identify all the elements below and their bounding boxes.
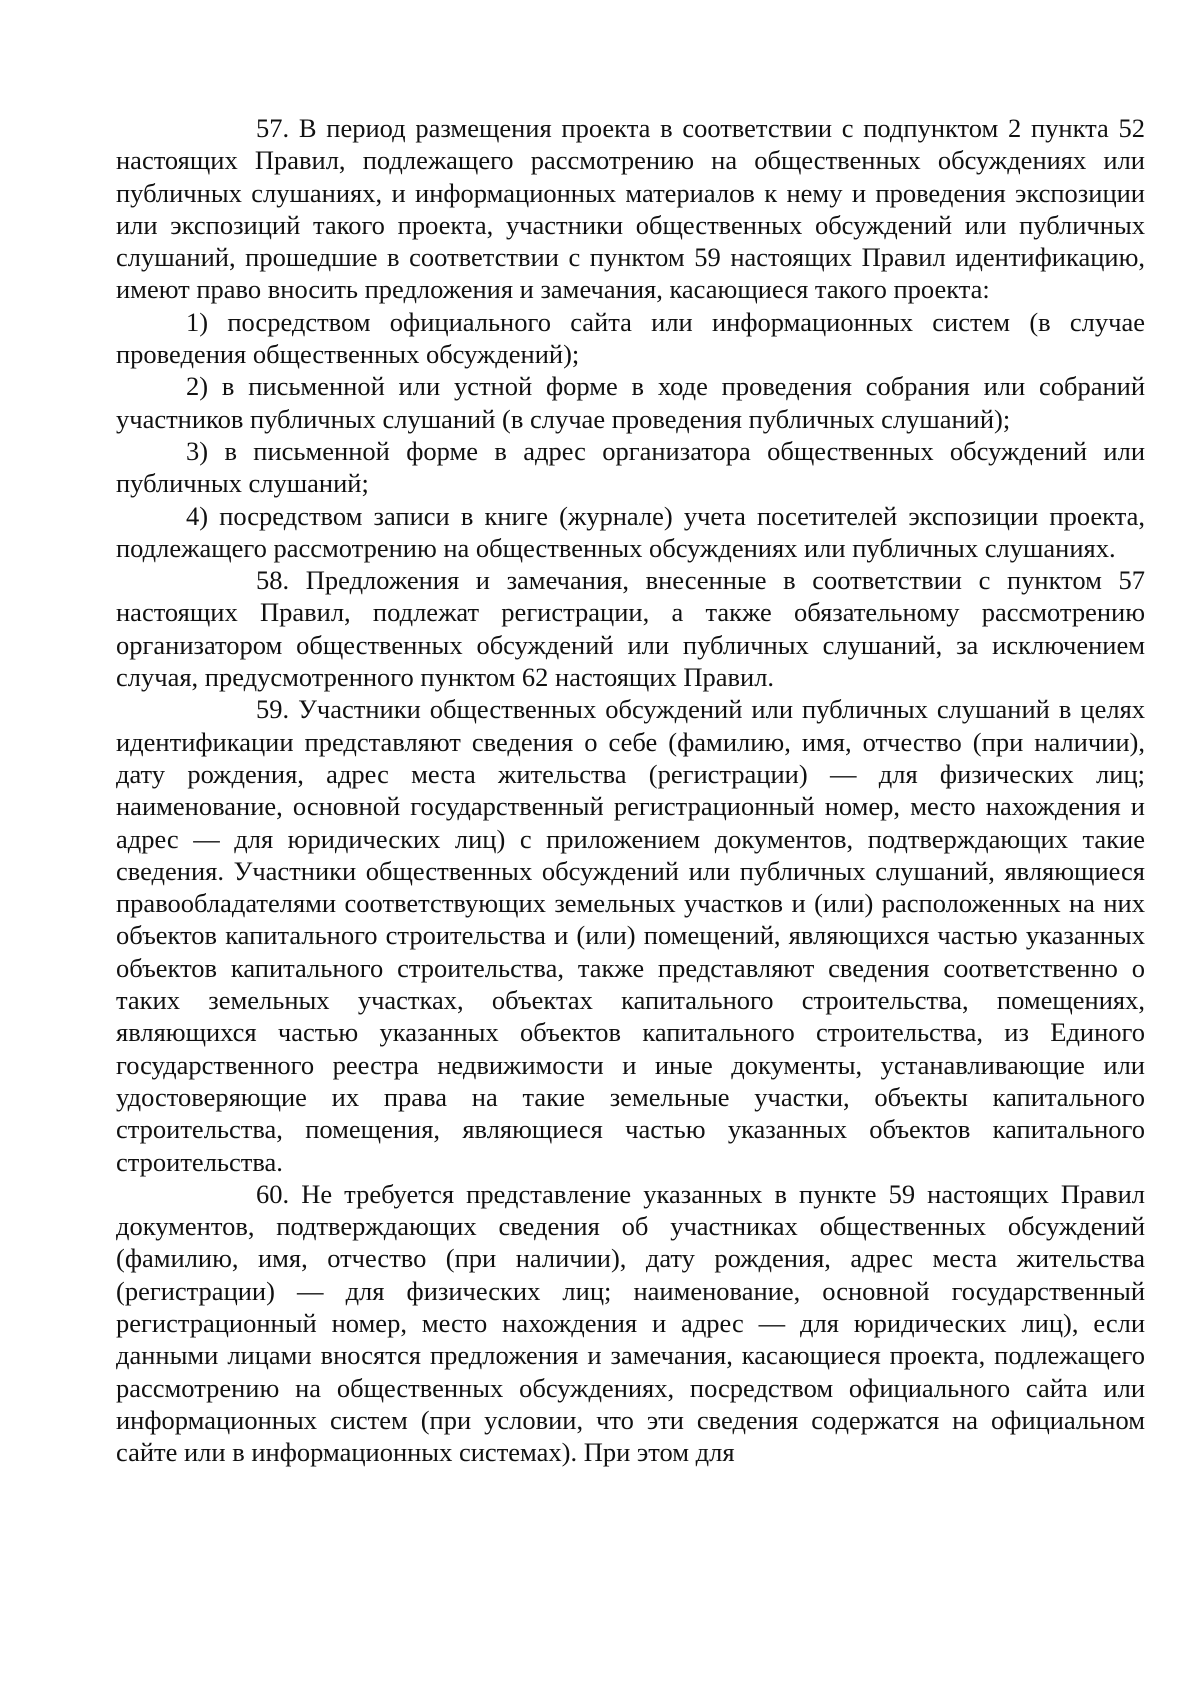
subparagraph-2 [116, 370, 1145, 435]
paragraph-number: 4) [186, 500, 209, 531]
paragraph-text: посредством официального сайта или информационных систем (в случае проведения общественных обсуждений); [116, 306, 1146, 370]
paragraph-number: 57. [256, 113, 290, 143]
paragraph-number: 60. [256, 1178, 290, 1209]
paragraph-number: 3) [186, 435, 209, 466]
paragraph-number: 59. [256, 694, 290, 725]
paragraph-number: 58. [256, 565, 290, 596]
subparagraph-4 [116, 500, 1145, 565]
paragraph-text: в письменной или устной форме в ходе проведения собрания или собраний участников публичных слушаний (в случае проведения публичных слушаний); [116, 371, 1146, 434]
subparagraph-1 [116, 306, 1145, 371]
paragraph-text: Не требуется представление указанных в пункте 59 настоящих Правил документов, подтверждающих сведения об участниках общественных обсуждений (фамилию, имя, отчество (при наличии), дату рождения, адрес места жительства (регистрации) — для физических лиц; наименование, основной государственный регистрационный номер, место нахождения и адрес — для юридических лиц), если данными лицами вносятся предложения и замечания, касающиеся проекта, подлежащего рассмотрению на общественных обсуждениях, посредством официального сайта или информационных систем (при условии, что эти сведения содержатся на официальном сайте или в информационных системах). При этом для [116, 1178, 1145, 1468]
paragraph-58 [116, 564, 1145, 693]
paragraph-text: Предложения и замечания, внесенные в соответствии с пунктом 57 настоящих Правил, подлежат регистрации, а также обязательному рассмотрению организатором общественных обсуждений или публичных слушаний, за исключением случая, предусмотренного пунктом 62 настоящих Правил. [116, 565, 1146, 693]
paragraph-text: В период размещения проекта в соответствии с подпунктом 2 пункта 52 настоящих Правил, подлежащего рассмотрению на общественных обсуждениях или публичных слушаниях, и информационных материалов к нему и проведения экспозиции или экспозиций такого проекта, участники общественных обсуждений или публичных слушаний, прошедшие в соответствии с пунктом 59 настоящих Правил идентификацию, имеют право вносить предложения и замечания, касающиеся такого проекта: [116, 113, 1146, 305]
paragraph-text: Участники общественных обсуждений или публичных слушаний в целях идентификации представляют сведения о себе (фамилию, имя, отчество (при наличии), дату рождения, адрес места жительства (регистрации) — для физических лиц; наименование, основной государственный регистрационный номер, место нахождения и адрес — для юридических лиц) с приложением документов, подтверждающих такие сведения. Участники общественных обсуждений или публичных слушаний, являющиеся правообладателями соответствующих земельных участков и (или) расположенных на них объектов капитального строительства и (или) помещений, являющихся частью указанных объектов капитального строительства, также представляют сведения соответственно о таких земельных участках, объектах капитального строительства, помещениях, являющихся частью указанных объектов капитального строительства, из Единого государственного реестра недвижимости и иные документы, устанавливающие или удостоверяющие их права на такие земельные участки, объекты капитального строительства, помещения, являющиеся частью указанных объектов капитального строительства. [116, 694, 1146, 1177]
paragraph-number: 2) [186, 371, 209, 402]
paragraph-57 [116, 112, 1145, 306]
paragraph-59 [116, 693, 1145, 1177]
paragraph-number: 1) [186, 306, 209, 337]
document-page [116, 112, 1145, 1468]
paragraph-60 [116, 1178, 1145, 1469]
subparagraph-3 [116, 435, 1145, 500]
paragraph-text: в письменной форме в адрес организатора общественных обсуждений или публичных слушаний; [116, 435, 1146, 499]
paragraph-text: посредством записи в книге (журнале) учета посетителей экспозиции проекта, подлежащего рассмотрению на общественных обсуждениях или публичных слушаниях. [116, 500, 1145, 563]
